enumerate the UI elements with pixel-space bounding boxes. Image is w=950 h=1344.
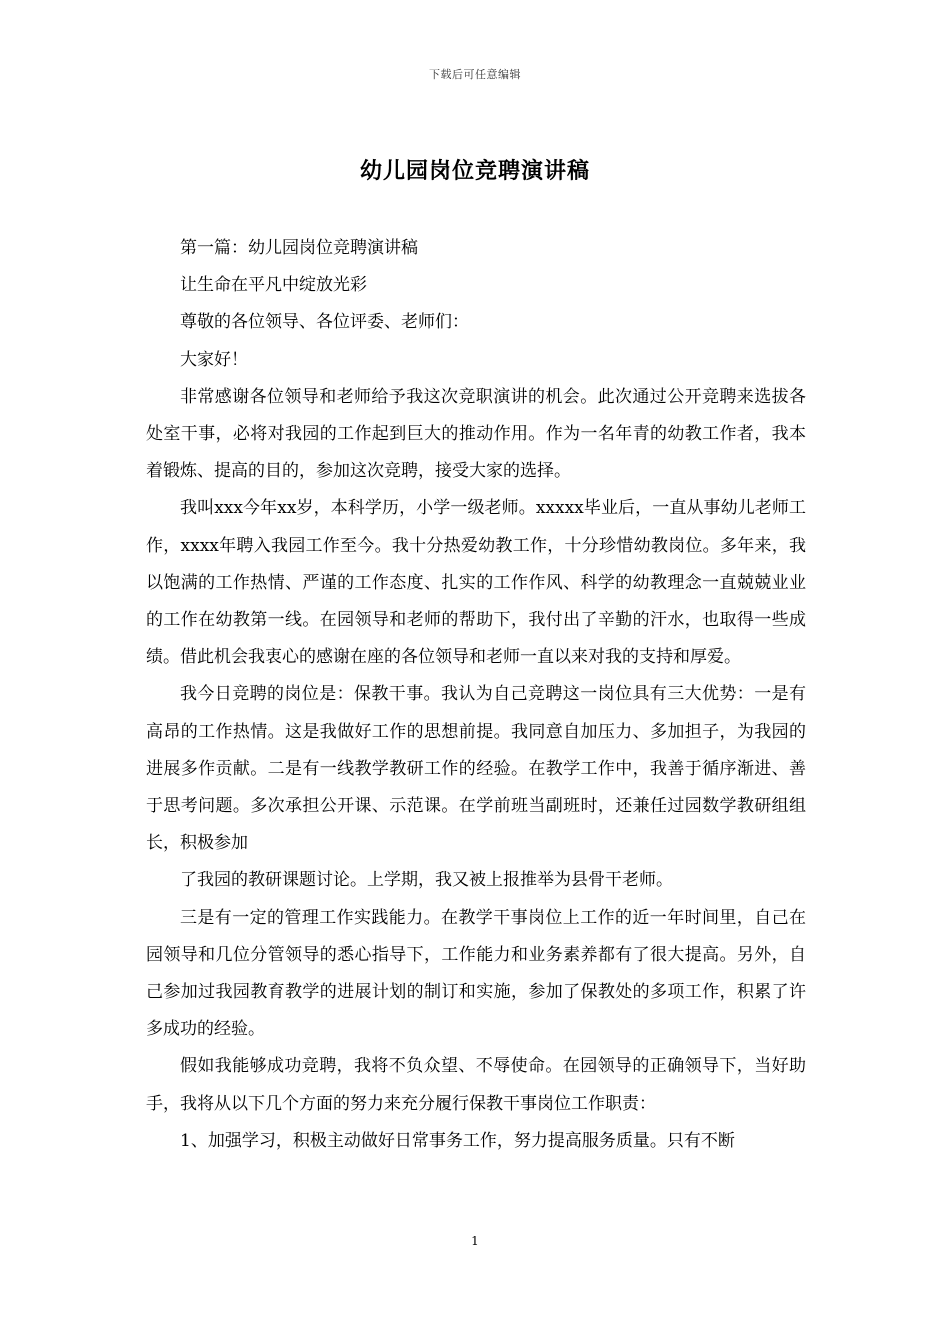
paragraph-section-heading: 第一篇：幼儿园岗位竞聘演讲稿 — [180, 238, 418, 258]
paragraph-self-introduction: 我叫xxx今年xx岁，本科学历，小学一级老师。xxxxx毕业后，一直从事幼儿老师工作，xxxx年聘入我园工作至今。我十分热爱幼教工作，十分珍惜幼教岗位。多年来，我以饱满的工作热情、严谨的工作态度、扎实的工作作风、科学的幼教理念一直兢兢业业的工作在幼教第一线。在园领导和老师的帮助下，我付出了辛勤的汗水，也取得一些成绩。借此机会我衷心的感谢在座的各位领导和老师一直以来对我的支持和厚爱。 — [146, 498, 806, 668]
paragraph-continuation: 了我园的教研课题讨论。上学期，我又被上报推举为县骨干老师。 — [180, 870, 673, 891]
paragraph-salutation: 尊敬的各位领导、各位评委、老师们： — [180, 312, 469, 333]
paragraph-position-advantages: 我今日竞聘的岗位是：保教干事。我认为自己竞聘这一岗位具有三大优势：一是有高昂的工作热情。这是我做好工作的思想前提。我同意自加压力、多加担子，为我园的进展多作贡献。二是有一线教学教研工作的经验。在教学工作中，我善于循序渐进、善于思考问题。多次承担公开课、示范课。在学前班当副班时，还兼任过园数学教研组组长，积极参加 — [146, 684, 806, 854]
page-number: 1 — [471, 1234, 479, 1248]
paragraph-management-ability: 三是有一定的管理工作实践能力。在教学干事岗位上工作的近一年时间里，自己在园领导和几位分管领导的悉心指导下，工作能力和业务素养都有了很大提高。另外，自己参加过我园教育教学的进展计划的制订和实施，参加了保教处的多项工作，积累了许多成功的经验。 — [146, 907, 806, 1040]
paragraph-greeting: 大家好！ — [180, 349, 248, 370]
paragraph-item-1: 1、加强学习，积极主动做好日常事务工作，努力提高服务质量。只有不断 — [180, 1130, 735, 1151]
paragraph-subtitle: 让生命在平凡中绽放光彩 — [180, 275, 367, 296]
paragraph-commitment: 假如我能够成功竞聘，我将不负众望、不辱使命。在园领导的正确领导下，当好助手，我将从以下几个方面的努力来充分履行保教干事岗位工作职责： — [146, 1056, 806, 1114]
document-title: 幼儿园岗位竞聘演讲稿 — [359, 158, 590, 184]
document-body — [146, 230, 806, 1160]
paragraph-thanks: 非常感谢各位领导和老师给予我这次竞职演讲的机会。此次通过公开竞聘来选拔各处室干事，必将对我园的工作起到巨大的推动作用。作为一名年青的幼教工作者，我本着锻炼、提高的目的，参加这次竞聘，接受大家的选择。 — [146, 386, 806, 482]
header-note: 下载后可任意编辑 — [429, 68, 521, 81]
